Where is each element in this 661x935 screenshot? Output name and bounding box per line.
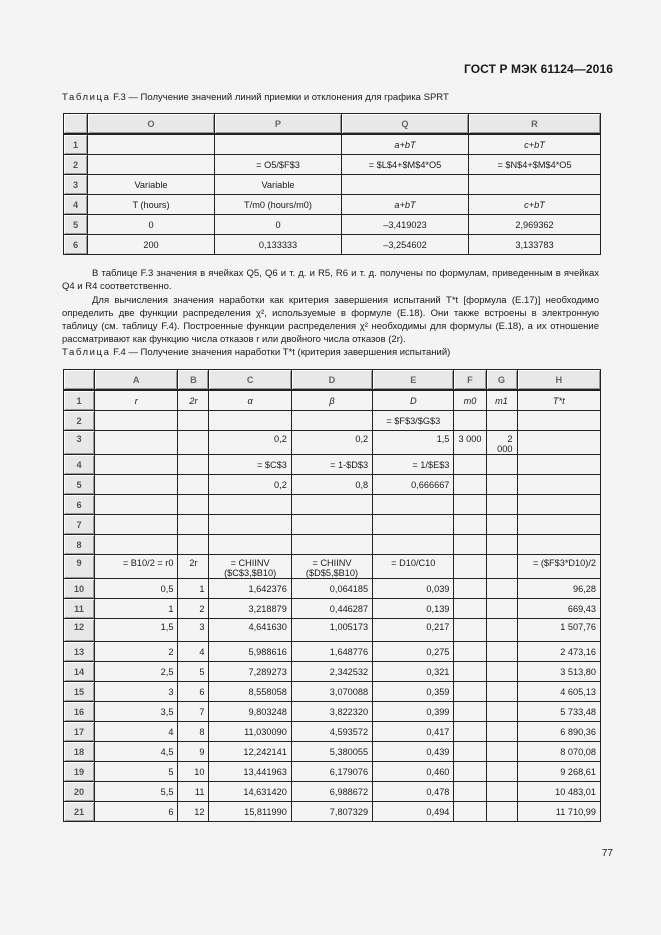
caption-text: F.4 — Получение значения наработки T*t (критерия завершения испытаний) [110, 347, 451, 358]
table-row [64, 662, 601, 682]
cell-q4: a+bT [342, 195, 469, 215]
row-header: 20 [64, 782, 95, 802]
table-row [64, 535, 601, 555]
cell-a12: 1,5 [95, 619, 178, 642]
cell-b18: 9 [178, 742, 209, 762]
cell-b6 [178, 495, 209, 515]
cell-e14: 0,321 [373, 662, 454, 682]
cell-a1: r [95, 390, 178, 411]
row-header: 3 [64, 431, 95, 455]
cell-d17: 4,593572 [291, 722, 372, 742]
cell-r1: c+bT [469, 134, 601, 155]
cell-e7 [373, 515, 454, 535]
cell-h9: = ($F$3*D10)/2 [517, 555, 600, 579]
cell-h12: 1 507,76 [517, 619, 600, 642]
cell-a13: 2 [95, 642, 178, 662]
cell-f2 [454, 411, 486, 431]
cell-o4: T (hours) [88, 195, 215, 215]
cell-b17: 8 [178, 722, 209, 742]
cell-g8 [486, 535, 517, 555]
cell-b16: 7 [178, 702, 209, 722]
cell-f10 [454, 579, 486, 599]
table-row [64, 702, 601, 722]
cell-a20: 5,5 [95, 782, 178, 802]
table-row [64, 762, 601, 782]
cell-a10: 0,5 [95, 579, 178, 599]
cell-d7 [291, 515, 372, 535]
table-row [64, 431, 601, 455]
table-row [64, 742, 601, 762]
cell-c5: 0,2 [209, 475, 291, 495]
table-row [64, 215, 601, 235]
cell-d3: 0,2 [291, 431, 372, 455]
cell-g2 [486, 411, 517, 431]
cell-b12: 3 [178, 619, 209, 642]
paragraph-1: В таблице F.3 значения в ячейках Q5, Q6 и т. д. и R5, R6 и т. д. получены по формулам, приведенным в ячейках Q4 и R4 соответственно. [62, 268, 599, 293]
cell-e10: 0,039 [373, 579, 454, 599]
cell-a8 [95, 535, 178, 555]
cell-h6 [517, 495, 600, 515]
cell-a16: 3,5 [95, 702, 178, 722]
cell-f19 [454, 762, 486, 782]
cell-h17: 6 890,36 [517, 722, 600, 742]
cell-f13 [454, 642, 486, 662]
cell-c2 [209, 411, 291, 431]
cell-h2 [517, 411, 600, 431]
cell-f5 [454, 475, 486, 495]
cell-e6 [373, 495, 454, 515]
cell-d13: 1,648776 [291, 642, 372, 662]
cell-c9: = CHIINV ($C$3,$B10) [209, 555, 291, 579]
corner-cell [64, 370, 95, 391]
cell-c6 [209, 495, 291, 515]
row-header: 6 [64, 495, 95, 515]
row-header: 15 [64, 682, 95, 702]
cell-c17: 11,030090 [209, 722, 291, 742]
cell-g12 [486, 619, 517, 642]
cell-p3: Variable [215, 175, 342, 195]
cell-h13: 2 473,16 [517, 642, 600, 662]
cell-g9 [486, 555, 517, 579]
row-header: 2 [64, 411, 95, 431]
cell-b13: 4 [178, 642, 209, 662]
cell-d2 [291, 411, 372, 431]
table-row [64, 682, 601, 702]
cell-f11 [454, 599, 486, 619]
cell-g11 [486, 599, 517, 619]
cell-e1: D [373, 390, 454, 411]
cell-f14 [454, 662, 486, 682]
table-row [64, 515, 601, 535]
row-header: 9 [64, 555, 95, 579]
cell-d19: 6,179076 [291, 762, 372, 782]
cell-f9 [454, 555, 486, 579]
cell-g20 [486, 782, 517, 802]
table-f4 [63, 369, 601, 822]
table-row [64, 802, 601, 822]
row-header: 1 [64, 134, 88, 155]
cell-c21: 15,811990 [209, 802, 291, 822]
row-header: 17 [64, 722, 95, 742]
column-header-p: P [215, 114, 342, 135]
cell-o6: 200 [88, 235, 215, 255]
cell-b8 [178, 535, 209, 555]
cell-h21: 11 710,99 [517, 802, 600, 822]
cell-b9: 2r [178, 555, 209, 579]
cell-e11: 0,139 [373, 599, 454, 619]
cell-f4 [454, 455, 486, 475]
cell-a14: 2,5 [95, 662, 178, 682]
cell-a5 [95, 475, 178, 495]
table-row [64, 555, 601, 579]
cell-b15: 6 [178, 682, 209, 702]
table-row [64, 495, 601, 515]
cell-d1: β [291, 390, 372, 411]
cell-g14 [486, 662, 517, 682]
cell-o3: Variable [88, 175, 215, 195]
cell-h14: 3 513,80 [517, 662, 600, 682]
cell-h15: 4 605,13 [517, 682, 600, 702]
cell-r5: 2,969362 [469, 215, 601, 235]
cell-f20 [454, 782, 486, 802]
row-header: 21 [64, 802, 95, 822]
column-header-c: C [209, 370, 291, 391]
cell-d10: 0,064185 [291, 579, 372, 599]
cell-a17: 4 [95, 722, 178, 742]
table-f3 [63, 113, 601, 255]
cell-f12 [454, 619, 486, 642]
cell-a4 [95, 455, 178, 475]
cell-c15: 8,558058 [209, 682, 291, 702]
cell-p1 [215, 134, 342, 155]
cell-a19: 5 [95, 762, 178, 782]
table-row [64, 235, 601, 255]
cell-e4: = 1/$E$3 [373, 455, 454, 475]
table-row [64, 134, 601, 155]
cell-c7 [209, 515, 291, 535]
cell-g10 [486, 579, 517, 599]
cell-c20: 14,631420 [209, 782, 291, 802]
table-row [64, 411, 601, 431]
table-row [64, 782, 601, 802]
cell-p4: T/m0 (hours/m0) [215, 195, 342, 215]
cell-d16: 3,822320 [291, 702, 372, 722]
cell-r2: = $N$4+$M$4*O5 [469, 155, 601, 175]
cell-q6: –3,254602 [342, 235, 469, 255]
row-header: 10 [64, 579, 95, 599]
cell-a3 [95, 431, 178, 455]
row-header: 11 [64, 599, 95, 619]
table-row [64, 155, 601, 175]
cell-g15 [486, 682, 517, 702]
row-header: 5 [64, 215, 88, 235]
cell-d5: 0,8 [291, 475, 372, 495]
table-row [64, 175, 601, 195]
cell-d15: 3,070088 [291, 682, 372, 702]
cell-e19: 0,460 [373, 762, 454, 782]
row-header: 4 [64, 455, 95, 475]
cell-f6 [454, 495, 486, 515]
cell-e20: 0,478 [373, 782, 454, 802]
cell-c4: = $C$3 [209, 455, 291, 475]
cell-d14: 2,342532 [291, 662, 372, 682]
cell-r6: 3,133783 [469, 235, 601, 255]
table-row [64, 722, 601, 742]
cell-c12: 4,641630 [209, 619, 291, 642]
cell-d9: = CHIINV ($D$5,$B10) [291, 555, 372, 579]
row-header: 16 [64, 702, 95, 722]
cell-f3: 3 000 [454, 431, 486, 455]
cell-c3: 0,2 [209, 431, 291, 455]
cell-p2: = O5/$F$3 [215, 155, 342, 175]
cell-h11: 669,43 [517, 599, 600, 619]
cell-b4 [178, 455, 209, 475]
column-header-h: H [517, 370, 600, 391]
row-header: 19 [64, 762, 95, 782]
column-header-b: B [178, 370, 209, 391]
cell-g7 [486, 515, 517, 535]
cell-q5: –3,419023 [342, 215, 469, 235]
row-header: 1 [64, 390, 95, 411]
cell-b11: 2 [178, 599, 209, 619]
column-header-g: G [486, 370, 517, 391]
column-header-a: A [95, 370, 178, 391]
table-row [64, 599, 601, 619]
cell-g18 [486, 742, 517, 762]
cell-c8 [209, 535, 291, 555]
cell-q1: a+bT [342, 134, 469, 155]
cell-a9: = B10/2 = r0 [95, 555, 178, 579]
cell-g16 [486, 702, 517, 722]
row-header: 3 [64, 175, 88, 195]
cell-d18: 5,380055 [291, 742, 372, 762]
cell-g13 [486, 642, 517, 662]
cell-q2: = $L$4+$M$4*O5 [342, 155, 469, 175]
row-header: 7 [64, 515, 95, 535]
column-header-e: E [373, 370, 454, 391]
row-header: 13 [64, 642, 95, 662]
row-header: 14 [64, 662, 95, 682]
cell-b3 [178, 431, 209, 455]
cell-h10: 96,28 [517, 579, 600, 599]
cell-b21: 12 [178, 802, 209, 822]
cell-o5: 0 [88, 215, 215, 235]
cell-h19: 9 268,61 [517, 762, 600, 782]
cell-h4 [517, 455, 600, 475]
cell-e16: 0,399 [373, 702, 454, 722]
cell-a11: 1 [95, 599, 178, 619]
cell-a18: 4,5 [95, 742, 178, 762]
table-row [64, 455, 601, 475]
cell-a15: 3 [95, 682, 178, 702]
cell-g19 [486, 762, 517, 782]
cell-e21: 0,494 [373, 802, 454, 822]
cell-q3 [342, 175, 469, 195]
cell-p6: 0,133333 [215, 235, 342, 255]
cell-e12: 0,217 [373, 619, 454, 642]
row-header: 12 [64, 619, 95, 642]
cell-e8 [373, 535, 454, 555]
cell-f17 [454, 722, 486, 742]
cell-d11: 0,446287 [291, 599, 372, 619]
cell-e9: = D10/C10 [373, 555, 454, 579]
cell-h1: T*t [517, 390, 600, 411]
cell-b19: 10 [178, 762, 209, 782]
cell-e18: 0,439 [373, 742, 454, 762]
table-f3-caption [62, 92, 449, 103]
cell-e2: = $F$3/$G$3 [373, 411, 454, 431]
paragraph-2: Для вычисления значения наработки как критерия завершения испытаний T*t [формула (E.17)] необходимо определить две функции распределения χ², используемые в формуле (E.18). Они также встроены в электронную таблицу (см. таблицу F.4). Построенные функции распределения χ² необходимы для формулы (E.18), а их отношение рассматривают как функцию числа отказов r или двойного числа отказов (2r). [62, 294, 599, 346]
cell-b10: 1 [178, 579, 209, 599]
caption-text: F.3 — Получение значений линий приемки и отклонения для графика SPRT [110, 92, 449, 103]
cell-e15: 0,359 [373, 682, 454, 702]
cell-d21: 7,807329 [291, 802, 372, 822]
column-header-r: R [469, 114, 601, 135]
cell-c1: α [209, 390, 291, 411]
cell-g17 [486, 722, 517, 742]
cell-f18 [454, 742, 486, 762]
cell-d4: = 1-$D$3 [291, 455, 372, 475]
row-header: 8 [64, 535, 95, 555]
column-header-f: F [454, 370, 486, 391]
table-f4-caption [62, 347, 450, 358]
page-number: 77 [601, 848, 613, 859]
cell-g21 [486, 802, 517, 822]
cell-c10: 1,642376 [209, 579, 291, 599]
cell-r3 [469, 175, 601, 195]
row-header: 2 [64, 155, 88, 175]
corner-cell [64, 114, 88, 135]
cell-d6 [291, 495, 372, 515]
cell-p5: 0 [215, 215, 342, 235]
document-id: ГОСТ Р МЭК 61124—2016 [463, 62, 613, 76]
cell-b7 [178, 515, 209, 535]
table-row [64, 390, 601, 411]
cell-c14: 7,289273 [209, 662, 291, 682]
column-header-d: D [291, 370, 372, 391]
row-header: 4 [64, 195, 88, 215]
cell-o2 [88, 155, 215, 175]
cell-h20: 10 483,01 [517, 782, 600, 802]
explanatory-text [62, 267, 599, 347]
row-header: 6 [64, 235, 88, 255]
cell-a6 [95, 495, 178, 515]
cell-f1: m0 [454, 390, 486, 411]
cell-d8 [291, 535, 372, 555]
cell-f16 [454, 702, 486, 722]
column-header-o: O [88, 114, 215, 135]
cell-r4: c+bT [469, 195, 601, 215]
caption-label: Таблица [62, 92, 111, 103]
cell-h3 [517, 431, 600, 455]
cell-a21: 6 [95, 802, 178, 822]
cell-f15 [454, 682, 486, 702]
cell-e5: 0,666667 [373, 475, 454, 495]
cell-g4 [486, 455, 517, 475]
cell-g5 [486, 475, 517, 495]
cell-g1: m1 [486, 390, 517, 411]
cell-h7 [517, 515, 600, 535]
cell-o1 [88, 134, 215, 155]
cell-d20: 6,988672 [291, 782, 372, 802]
table-row [64, 619, 601, 642]
cell-b14: 5 [178, 662, 209, 682]
table-row [64, 642, 601, 662]
cell-b20: 11 [178, 782, 209, 802]
cell-h8 [517, 535, 600, 555]
cell-d12: 1,005173 [291, 619, 372, 642]
cell-a7 [95, 515, 178, 535]
cell-b5 [178, 475, 209, 495]
cell-a2 [95, 411, 178, 431]
cell-b2 [178, 411, 209, 431]
cell-f7 [454, 515, 486, 535]
cell-c11: 3,218879 [209, 599, 291, 619]
cell-e13: 0,275 [373, 642, 454, 662]
cell-c18: 12,242141 [209, 742, 291, 762]
cell-g6 [486, 495, 517, 515]
cell-c19: 13,441963 [209, 762, 291, 782]
table-row [64, 579, 601, 599]
caption-label: Таблица [62, 347, 111, 358]
row-header: 5 [64, 475, 95, 495]
cell-c13: 5,988616 [209, 642, 291, 662]
cell-e3: 1,5 [373, 431, 454, 455]
table-row [64, 475, 601, 495]
cell-h18: 8 070,08 [517, 742, 600, 762]
cell-f21 [454, 802, 486, 822]
table-row [64, 195, 601, 215]
cell-f8 [454, 535, 486, 555]
row-header: 18 [64, 742, 95, 762]
cell-e17: 0,417 [373, 722, 454, 742]
cell-h5 [517, 475, 600, 495]
cell-b1: 2r [178, 390, 209, 411]
cell-g3: 2 000 [486, 431, 517, 455]
cell-h16: 5 733,48 [517, 702, 600, 722]
column-header-q: Q [342, 114, 469, 135]
cell-c16: 9,803248 [209, 702, 291, 722]
